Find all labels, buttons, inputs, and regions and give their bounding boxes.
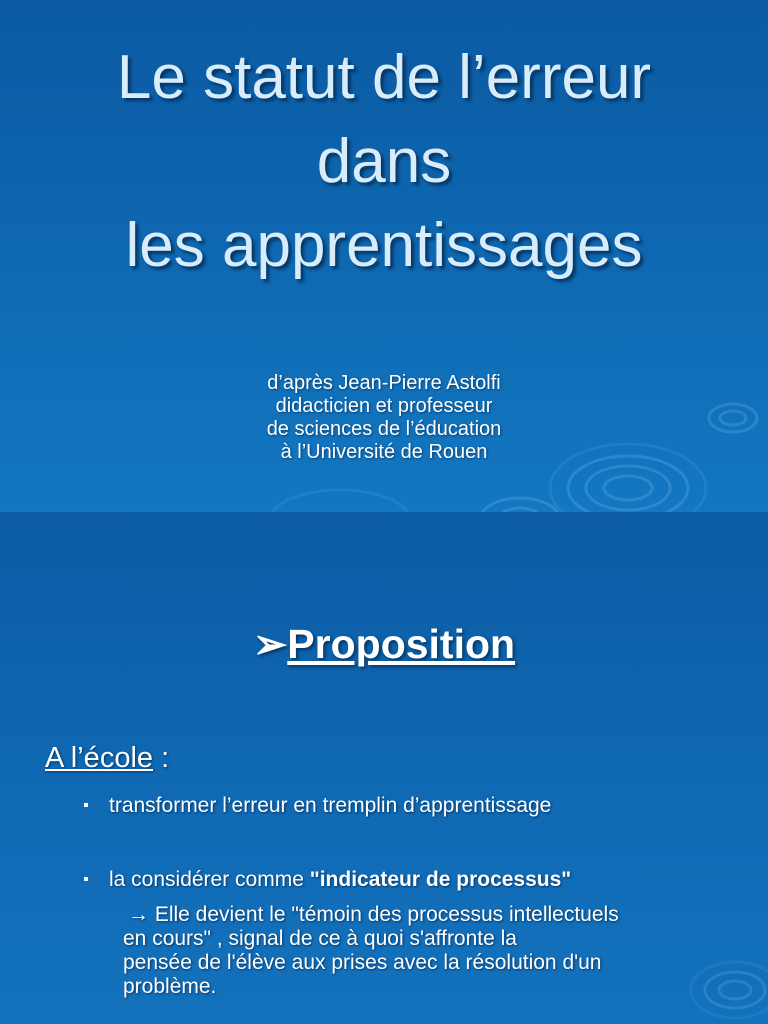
- subtitle-line-4: à l’Université de Rouen: [280, 441, 488, 463]
- list-item-text: transformer l’erreur en tremplin d’apprentissage: [109, 794, 552, 817]
- paragraph-line-1: → Elle devient le "témoin des processus intellectuels: [128, 903, 619, 926]
- heading-text: Proposition: [287, 621, 516, 667]
- slide-proposition: [0, 512, 768, 1024]
- section-label: [45, 742, 169, 775]
- explanation-paragraph: [123, 903, 743, 999]
- slide-heading: [0, 620, 768, 668]
- title-line-3: les apprentissages: [125, 211, 643, 280]
- square-bullet-icon: [84, 877, 88, 881]
- subtitle-line-3: de sciences de l’éducation: [266, 418, 502, 440]
- arrow-bullet-icon: ➢: [252, 621, 288, 667]
- paragraph-line-3: pensée de l'élève aux prises avec la résolution d'un: [123, 951, 602, 974]
- subtitle-line-2: didacticien et professeur: [275, 395, 493, 417]
- list-item-emphasis: "indicateur de processus": [309, 868, 572, 891]
- title-line-2: dans: [316, 127, 452, 196]
- list-item-text: [109, 868, 571, 892]
- slide-subtitle: [0, 372, 768, 464]
- slide-title-text: [0, 36, 768, 288]
- subtitle-line-1: d’après Jean-Pierre Astolfi: [267, 372, 501, 394]
- title-line-1: Le statut de l’erreur: [116, 43, 652, 112]
- paragraph-line-4: problème.: [123, 975, 217, 998]
- list-item-prefix: la considérer comme: [109, 868, 310, 891]
- section-label-colon: :: [153, 742, 170, 774]
- square-bullet-icon: [84, 803, 88, 807]
- paragraph-line-2: en cours" , signal de ce à quoi s'affronte la: [123, 927, 517, 950]
- section-label-text: A l’école: [45, 742, 154, 774]
